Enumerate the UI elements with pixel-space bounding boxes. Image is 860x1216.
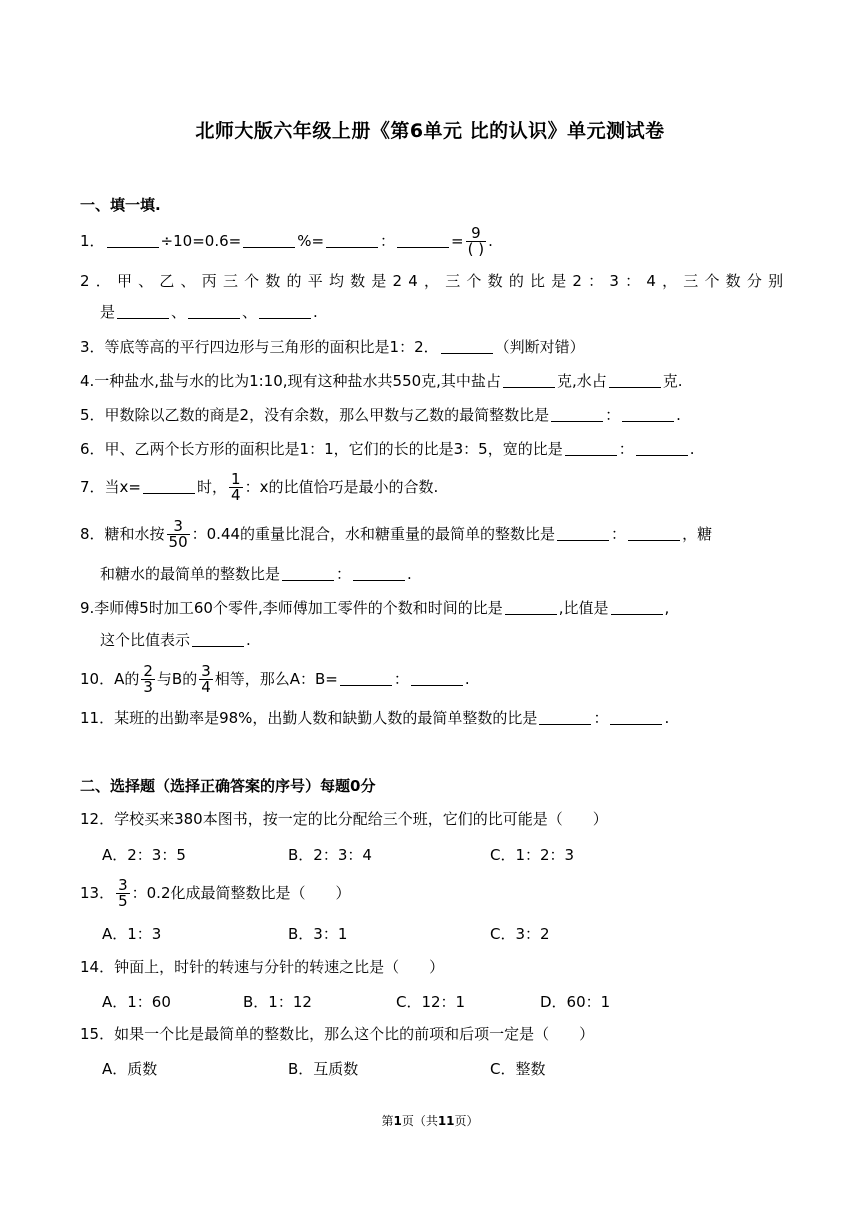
option-a[interactable]: A．质数	[102, 1060, 158, 1078]
page-footer: 第1页（共11页）	[381, 1114, 479, 1128]
answer-blank[interactable]	[505, 599, 557, 615]
option-a[interactable]: A．1：60	[102, 993, 171, 1011]
question-13: 13． $\frac{3}{5}$ ：0.2化成最简整数比是（ ）	[80, 876, 351, 910]
page-title: 北师大版六年级上册《第6单元 比的认识》单元测试卷	[195, 120, 665, 142]
question-7: 7．当x= 时， $\frac{1}{4}$ ：x的比值恰巧是最小的合数.	[80, 470, 439, 504]
question-14: 14．钟面上，时针的转速与分针的转速之比是（ ）	[80, 958, 445, 976]
section-fill-in-heading: 一、填一填.	[80, 196, 161, 214]
option-c[interactable]: C．3：2	[490, 925, 550, 943]
section-choice-heading: 二、选择题（选择正确答案的序号）每题0分	[80, 777, 376, 795]
fraction: $\frac{3}{4}$	[201, 662, 211, 696]
answer-blank[interactable]	[565, 440, 617, 456]
option-b[interactable]: B．3：1	[288, 925, 348, 943]
option-d[interactable]: D．60：1	[540, 993, 611, 1011]
answer-blank[interactable]	[282, 565, 334, 581]
fraction: $\frac{3}{50}$	[168, 517, 188, 551]
fraction: $\frac{3}{5}$	[118, 876, 128, 910]
q1-number: 1．	[80, 232, 105, 250]
option-b[interactable]: B．2：3：4	[288, 846, 372, 864]
question-5: 5．甲数除以乙数的商是2，没有余数，那么甲数与乙数的最简整数比是 ： .	[80, 406, 681, 424]
answer-blank[interactable]	[441, 338, 493, 354]
option-b[interactable]: B．互质数	[288, 1060, 359, 1078]
question-1: 1． ÷10=0.6= %= ： = $\frac{9}{( )}$ .	[80, 224, 493, 258]
answer-blank[interactable]	[610, 709, 662, 725]
fraction: $\frac{2}{3}$	[143, 662, 153, 696]
option-c[interactable]: C．1：2：3	[490, 846, 575, 864]
fraction: $\frac{9}{( )}$	[467, 224, 485, 258]
option-c[interactable]: C．整数	[490, 1060, 546, 1078]
question-12: 12．学校买来380本图书，按一定的比分配给三个班，它们的比可能是（ ）	[80, 810, 608, 828]
question-9-cont: 这个比值表示 .	[100, 631, 251, 649]
question-11: 11．某班的出勤率是98%，出勤人数和缺勤人数的最简单整数的比是 ： .	[80, 709, 670, 727]
option-a[interactable]: A．1：3	[102, 925, 162, 943]
question-6: 6．甲、乙两个长方形的面积比是1：1，它们的长的比是3：5，宽的比是 ： .	[80, 440, 695, 458]
answer-blank[interactable]	[188, 303, 240, 319]
answer-blank[interactable]	[611, 599, 663, 615]
answer-blank[interactable]	[259, 303, 311, 319]
question-15: 15．如果一个比是最简单的整数比，那么这个比的前项和后项一定是（ ）	[80, 1025, 595, 1043]
question-8-cont: 和糖水的最简单的整数比是 ： .	[100, 565, 412, 583]
answer-blank[interactable]	[117, 303, 169, 319]
answer-blank[interactable]	[243, 232, 295, 248]
question-9: 9.李师傅5时加工60个零件,李师傅加工零件的个数和时间的比是 ,比值是 ,	[80, 599, 670, 617]
question-8: 8．糖和水按 $\frac{3}{50}$ ：0.44的重量比混合，水和糖重量的最简单的整数比是 ： ，糖	[80, 517, 713, 551]
answer-blank[interactable]	[326, 232, 378, 248]
answer-blank[interactable]	[411, 670, 463, 686]
option-a[interactable]: A．2：3：5	[102, 846, 186, 864]
option-b[interactable]: B．1：12	[243, 993, 312, 1011]
question-4: 4.一种盐水,盐与水的比为1:10,现有这种盐水共550克,其中盐占 克,水占 克.	[80, 372, 683, 390]
answer-blank[interactable]	[340, 670, 392, 686]
answer-blank[interactable]	[503, 372, 555, 388]
answer-blank[interactable]	[539, 709, 591, 725]
answer-blank[interactable]	[551, 406, 603, 422]
fraction: $\frac{1}{4}$	[231, 470, 241, 504]
answer-blank[interactable]	[628, 525, 680, 541]
option-c[interactable]: C．12：1	[396, 993, 466, 1011]
answer-blank[interactable]	[353, 565, 405, 581]
answer-blank[interactable]	[557, 525, 609, 541]
question-2: 2．甲、乙、丙三个数的平均数是24，三个数的比是2：3：4，三个数分别	[80, 272, 790, 290]
answer-blank[interactable]	[192, 631, 244, 647]
answer-blank[interactable]	[609, 372, 661, 388]
answer-blank[interactable]	[622, 406, 674, 422]
question-10: 10．A的 $\frac{2}{3}$ 与B的 $\frac{3}{4}$ 相等，那么A：B= ： .	[80, 662, 470, 696]
answer-blank[interactable]	[397, 232, 449, 248]
answer-blank[interactable]	[143, 478, 195, 494]
answer-blank[interactable]	[107, 232, 159, 248]
question-2-cont: 是 、 、 .	[100, 303, 318, 321]
question-3: 3．等底等高的平行四边形与三角形的面积比是1：2． （判断对错）	[80, 338, 585, 356]
answer-blank[interactable]	[636, 440, 688, 456]
